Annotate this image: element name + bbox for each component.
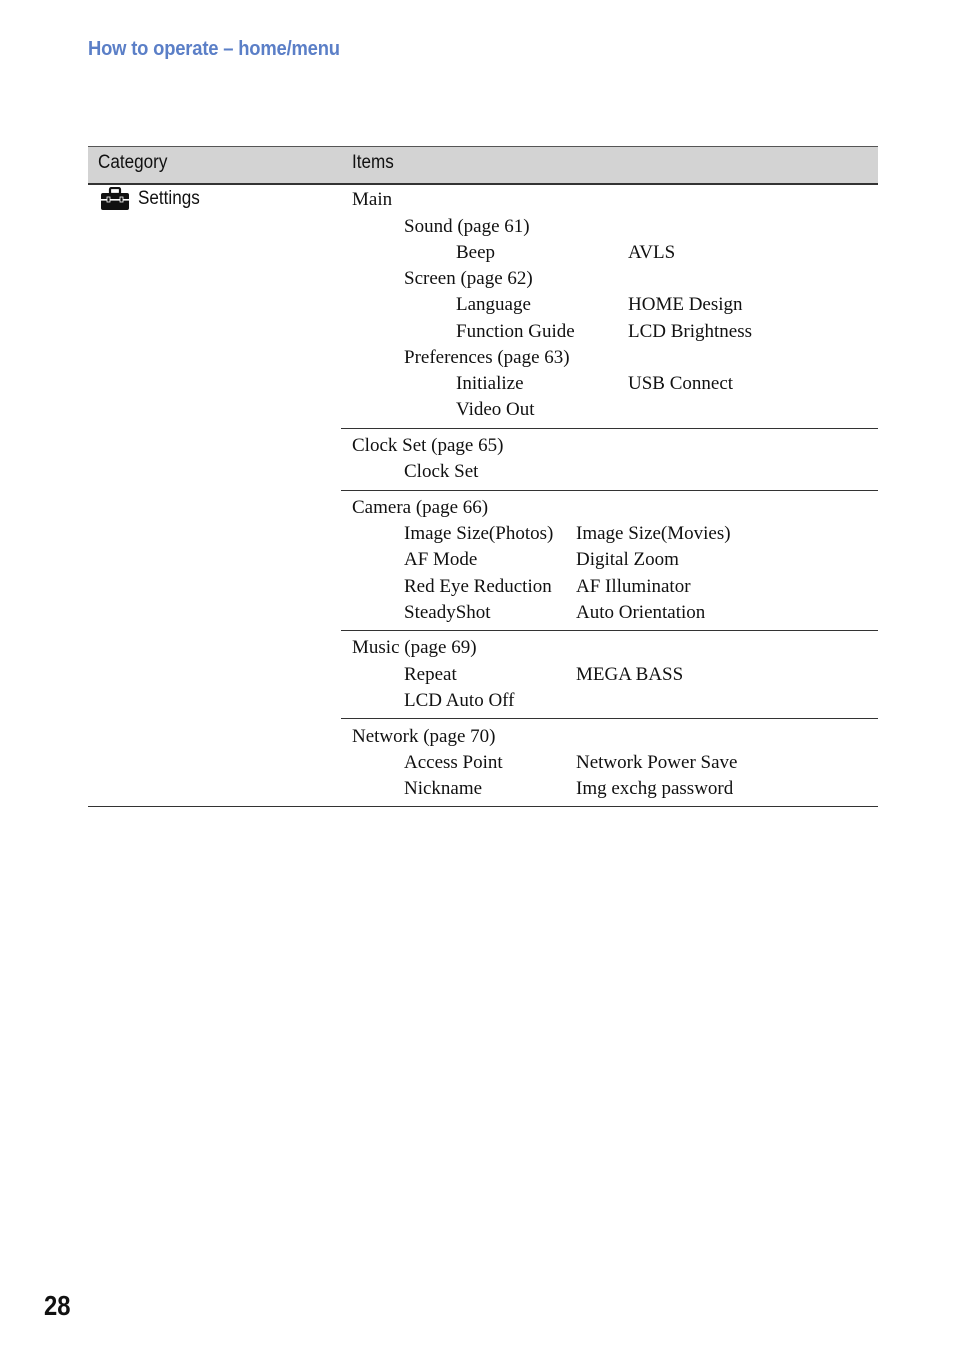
list-item: HOME Design [628, 294, 743, 315]
section-divider [341, 718, 878, 719]
page-number: 28 [44, 1290, 71, 1321]
list-item: Network Power Save [576, 752, 738, 773]
section-divider [341, 630, 878, 631]
list-item: Initialize [456, 373, 524, 394]
group-title-sound: Sound (page 61) [404, 216, 530, 237]
list-item: SteadyShot [404, 602, 491, 623]
list-item: LCD Auto Off [404, 690, 515, 711]
section-title-main: Main [352, 189, 393, 210]
list-item: Auto Orientation [576, 602, 706, 623]
section-title-camera: Camera (page 66) [352, 497, 489, 518]
page-header-title: How to operate – home/menu [88, 38, 340, 60]
section-divider [341, 428, 878, 429]
list-item: Red Eye Reduction [404, 576, 552, 597]
toolbox-icon [100, 187, 130, 211]
list-item: Repeat [404, 664, 457, 685]
list-item: USB Connect [628, 373, 734, 394]
section-title-clock: Clock Set (page 65) [352, 435, 504, 456]
list-item: Image Size(Movies) [576, 523, 731, 544]
list-item: Language [456, 294, 531, 315]
category-label: Settings [138, 188, 200, 209]
list-item: AF Illuminator [576, 576, 691, 597]
list-item: Video Out [456, 399, 535, 420]
list-item: Access Point [404, 752, 503, 773]
group-title-preferences: Preferences (page 63) [404, 347, 570, 368]
list-item: Digital Zoom [576, 549, 679, 570]
list-item: Img exchg password [576, 778, 734, 799]
list-item: MEGA BASS [576, 664, 684, 685]
table-bottom-rule [88, 806, 878, 807]
list-item: AF Mode [404, 549, 478, 570]
list-item: Beep [456, 242, 496, 263]
section-title-music: Music (page 69) [352, 637, 477, 658]
column-header-items: Items [352, 152, 394, 173]
list-item: AVLS [628, 242, 676, 263]
list-item: Image Size(Photos) [404, 523, 554, 544]
table-header-row [88, 146, 878, 185]
section-divider [341, 490, 878, 491]
column-header-category: Category [98, 152, 168, 173]
list-item: Clock Set [404, 461, 479, 482]
group-title-screen: Screen (page 62) [404, 268, 533, 289]
list-item: Nickname [404, 778, 483, 799]
list-item: Function Guide [456, 321, 575, 342]
category-settings [100, 187, 207, 211]
section-title-network: Network (page 70) [352, 726, 496, 747]
list-item: LCD Brightness [628, 321, 753, 342]
